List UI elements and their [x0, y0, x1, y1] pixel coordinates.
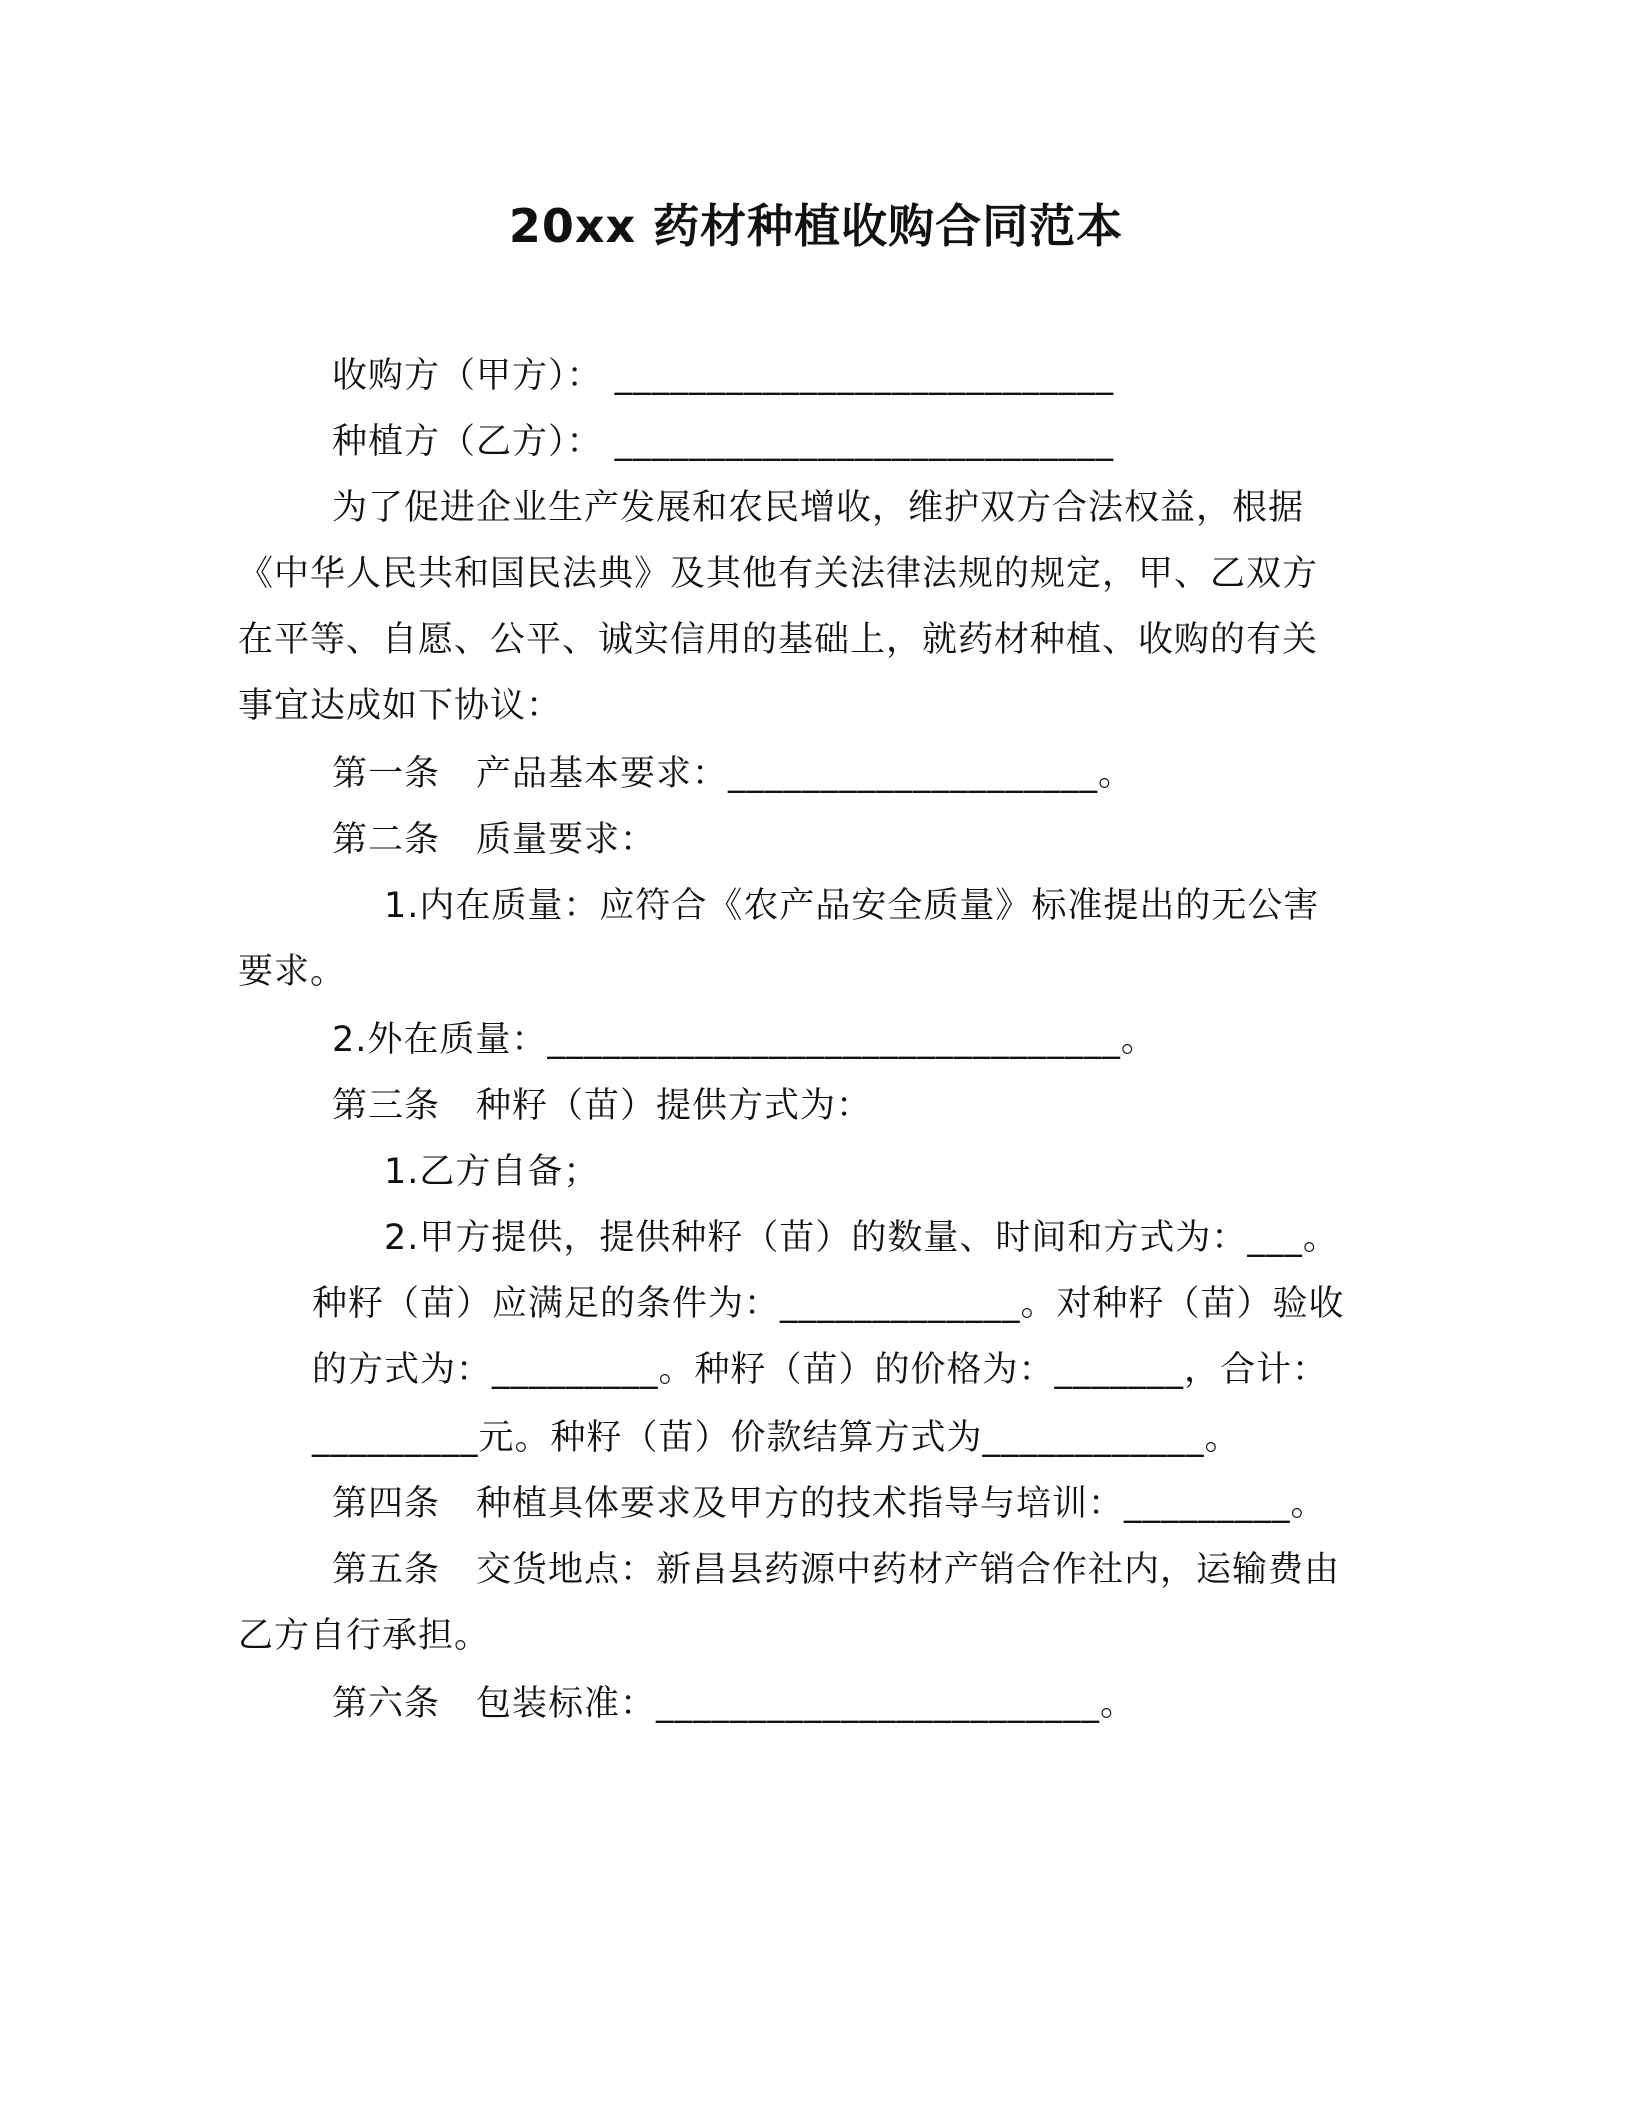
- preamble-line-2: 《中华人民共和国民法典》及其他有关法律法规的规定，甲、乙双方: [238, 554, 1319, 594]
- article-3-heading: 第三条 种籽（苗）提供方式为：: [332, 1086, 873, 1126]
- article-2-item-1: 1.内在质量：应符合《农产品安全质量》标准提出的无公害: [384, 886, 1320, 926]
- article-3-item-2-cont-3: _________元。种籽（苗）价款结算方式为____________。: [312, 1418, 1241, 1458]
- party-b-line: 种植方（乙方）： ___________________________: [332, 422, 1115, 462]
- article-6: 第六条 包装标准：________________________。: [332, 1684, 1137, 1724]
- article-3-item-2: 2.甲方提供，提供种籽（苗）的数量、时间和方式为：___。: [384, 1218, 1339, 1258]
- article-3-item-1: 1.乙方自备；: [384, 1152, 600, 1192]
- article-2-heading: 第二条 质量要求：: [332, 820, 657, 860]
- article-2-item-2: 2.外在质量：_______________________________。: [332, 1020, 1157, 1060]
- article-3-item-2-cont-1: 种籽（苗）应满足的条件为：_____________。对种籽（苗）验收: [312, 1284, 1345, 1324]
- article-4: 第四条 种植具体要求及甲方的技术指导与培训：_________。: [332, 1484, 1327, 1524]
- preamble-line-1: 为了促进企业生产发展和农民增收，维护双方合法权益，根据: [332, 488, 1305, 528]
- article-2-item-1-cont: 要求。: [238, 952, 347, 992]
- article-5-cont: 乙方自行承担。: [238, 1616, 491, 1656]
- article-5: 第五条 交货地点：新昌县药源中药材产销合作社内，运输费由: [332, 1550, 1341, 1590]
- preamble-line-4: 事宜达成如下协议：: [238, 686, 563, 726]
- document-title: 20xx 药材种植收购合同范本: [508, 199, 1124, 253]
- preamble-line-3: 在平等、自愿、公平、诚实信用的基础上，就药材种植、收购的有关: [238, 620, 1319, 660]
- party-a-line: 收购方（甲方）： ___________________________: [332, 356, 1115, 396]
- article-1: 第一条 产品基本要求：____________________。: [332, 754, 1135, 794]
- article-3-item-2-cont-2: 的方式为：_________。种籽（苗）的价格为：_______，合计：: [312, 1350, 1329, 1390]
